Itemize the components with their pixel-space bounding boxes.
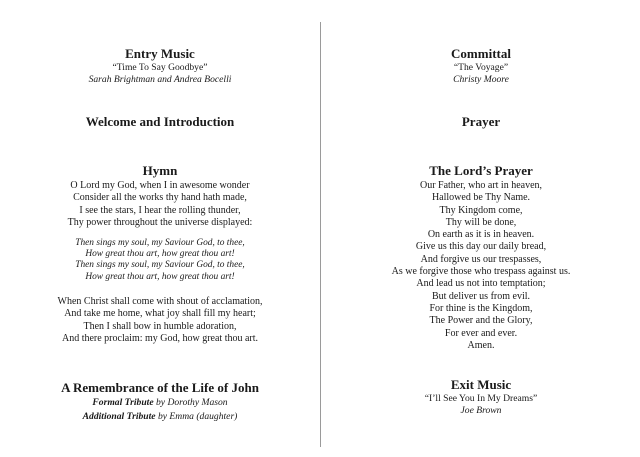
remembrance-heading: A Remembrance of the Life of John [61,380,259,395]
hymn-verse-2 [0,296,320,345]
formal-tribute [0,396,320,410]
tribute-label: Additional Tribute [82,411,156,422]
exit-music-song: “I’ll See You In My Dreams” [424,393,538,404]
prayer-line: For ever and ever. [444,327,518,339]
hymn-chorus [0,238,320,283]
center-fold-divider [320,22,321,447]
entry-music-heading: Entry Music [125,46,195,61]
prayer-line: Hallowed be Thy Name. [431,192,531,204]
prayer-line: As we forgive those who trespass against us. [391,266,571,278]
hymn-line: Thy power throughout the universe displayed: [67,216,253,228]
prayer-heading: Prayer [461,114,501,129]
entry-music-artist: Sarah Brightman and Andrea Bocelli [88,74,232,85]
prayer-line: On earth as it is in heaven. [427,229,535,241]
hymn-line: And there proclaim: my God, how great thou art. [61,332,259,344]
tribute-label: Formal Tribute [92,397,154,408]
additional-tribute [0,410,320,424]
exit-music-artist: Joe Brown [460,405,502,416]
chorus-line: How great thou art, how great thou art! [85,249,235,260]
welcome-heading: Welcome and Introduction [85,114,235,129]
hymn-line: Then I shall bow in humble adoration, [83,320,237,332]
hymn-line: And take me home, what joy shall fill my heart; [64,308,256,320]
hymn-line: O Lord my God, when I in awesome wonder [70,180,250,191]
hymn-heading: Hymn [142,163,178,178]
right-page [322,0,640,457]
hymn-verse-1 [0,180,320,229]
prayer-line: Thy will be done, [445,216,517,228]
chorus-line: Then sings my soul, my Saviour God, to thee, [75,238,245,248]
hymn-line: When Christ shall come with shout of acclamation, [57,296,263,307]
chorus-line: How great thou art, how great thou art! [85,271,235,282]
prayer-line: Thy Kingdom come, [439,204,523,216]
exit-music-heading: Exit Music [450,377,512,392]
committal-heading: Committal [451,46,511,61]
tribute-by: by Emma (daughter) [155,411,238,422]
prayer-line: The Power and the Glory, [429,315,533,327]
lords-prayer-heading: The Lord’s Prayer [429,163,533,178]
prayer-line: Our Father, who art in heaven, [419,180,543,191]
tribute-by: by Dorothy Mason [153,397,228,408]
prayer-line: And lead us not into temptation; [416,278,546,290]
entry-music-song: “Time To Say Goodbye” [112,62,208,73]
committal-song: “The Voyage” [453,62,509,73]
prayer-line: Amen. [467,339,495,351]
prayer-line: But deliver us from evil. [431,290,531,302]
chorus-line: Then sings my soul, my Saviour God, to thee, [75,260,245,271]
prayer-line: And forgive us our trespasses, [420,253,542,265]
hymn-line: Consider all the works thy hand hath made, [73,192,247,204]
lords-prayer-text [322,180,640,352]
prayer-line: Give us this day our daily bread, [415,241,547,253]
prayer-line: For thine is the Kingdom, [429,302,533,314]
hymn-line: I see the stars, I hear the rolling thunder, [79,204,241,216]
committal-artist: Christy Moore [453,74,509,85]
